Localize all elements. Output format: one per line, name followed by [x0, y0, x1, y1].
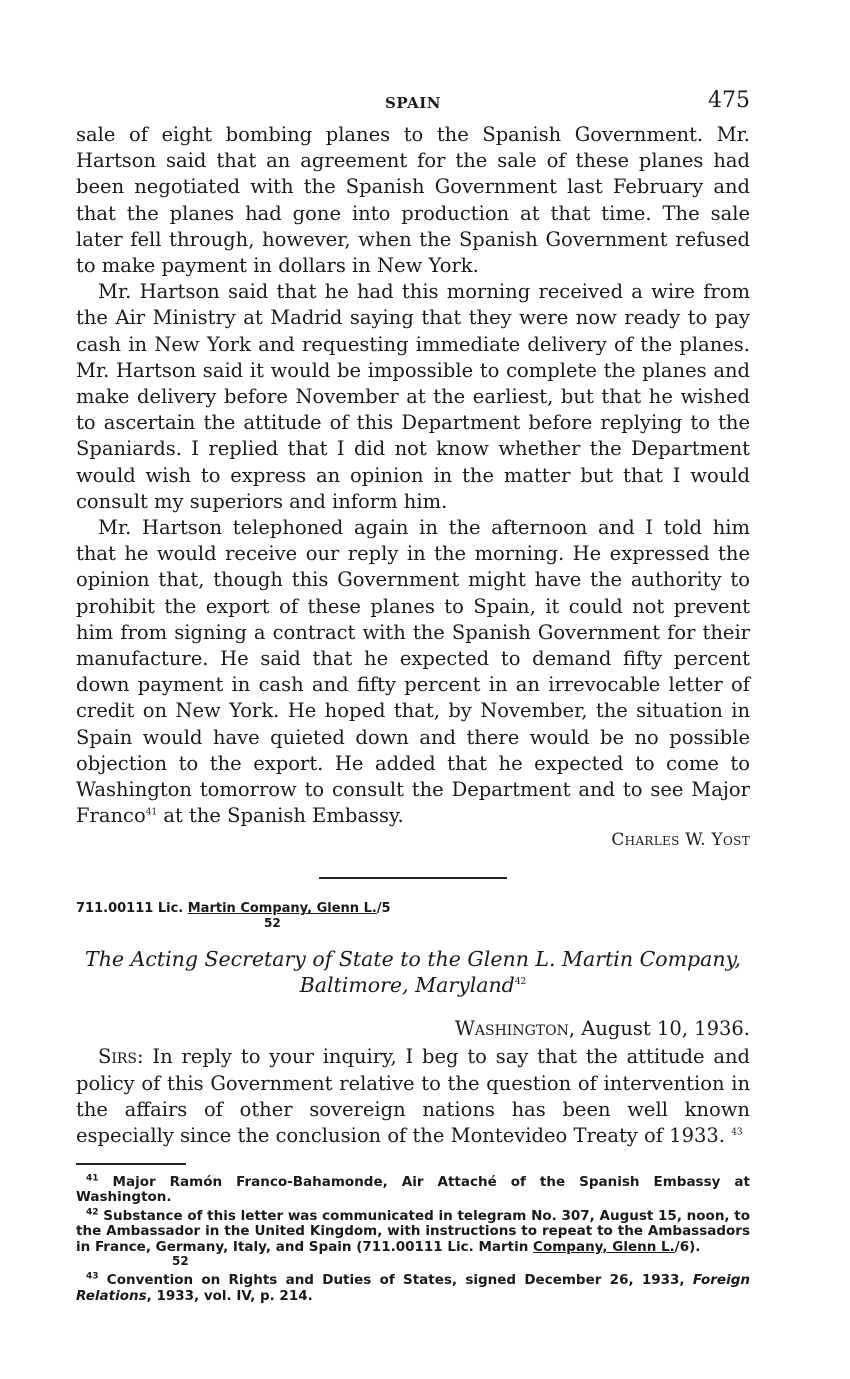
memo-paragraph-3: [76, 515, 750, 829]
document-title-line-2: [76, 972, 750, 998]
footnote-42-denominator: 52: [172, 1254, 189, 1269]
footnote-ref-42[interactable]: 42: [514, 977, 527, 988]
footnote-43: [76, 1273, 750, 1304]
salutation: Sirs: [98, 1045, 138, 1069]
footnote-42-text: Substance of this letter was communicated in telegram No. 307, August 15, noon, to the Ambassador in the United Kingdom, with instructions to repeat to the Ambassadors in France, Germany, Italy, and Spain (711.00111 Lic. Martin: [76, 1207, 751, 1255]
dateline: [76, 1017, 750, 1040]
footnote-42: [76, 1209, 750, 1256]
file-number-underlined: Martin Company, Glenn L.: [187, 901, 377, 917]
dateline-date: , August 10, 1936.: [568, 1017, 750, 1041]
footnote-43-text: Convention on Rights and Duties of States, signed December 26, 1933,: [106, 1272, 693, 1289]
footnote-43-italic: Foreign Relations: [76, 1272, 750, 1304]
memo-paragraph-1: sale of eight bombing planes to the Spanish Government. Mr. Hartson said that an agreement for the sale of these planes had been negotiated with the Spanish Government last February and that the planes had gone into production at that time. The sale later fell through, however, when the Spanish Government refused to make payment in dollars in New York.: [76, 123, 750, 278]
footnote-ref-41[interactable]: 41: [145, 807, 158, 818]
file-number-suffix: /5: [376, 901, 391, 917]
memo-body: [76, 122, 750, 829]
footnote-41-text: Major Ramón Franco-Bahamonde, Air Attaché of the Spanish Embassy at Washington.: [76, 1173, 750, 1206]
letter-body: [76, 1044, 750, 1149]
footnote-mark-41: 41: [86, 1173, 99, 1184]
footnote-42-underlined: Company, Glenn L.: [533, 1238, 675, 1255]
page-header: [76, 88, 750, 122]
memo-paragraph-3-end: at the Spanish Embassy.: [157, 804, 404, 828]
document-title-line-2-text: Baltimore, Maryland: [299, 973, 515, 998]
signature: Charles W. Yost: [611, 830, 750, 851]
footnote-ref-43[interactable]: 43: [731, 1127, 743, 1138]
file-number-denominator: 52: [264, 916, 281, 931]
document-title: [76, 946, 750, 998]
footnotes: [76, 1175, 750, 1305]
letter-paragraph: [76, 1044, 750, 1149]
footnote-mark-42: 42: [86, 1207, 99, 1218]
running-head: SPAIN: [385, 94, 441, 112]
file-number-prefix: 711.00111 Lic.: [76, 901, 188, 917]
document-page: [76, 88, 750, 1307]
footnote-mark-43: 43: [86, 1271, 99, 1282]
footnote-divider: [76, 1163, 186, 1165]
letter-text: : In reply to your inquiry, I beg to say that the attitude and policy of this Government relative to the question of intervention in the affairs of other sovereign nations has been well known especially since the conclusion of the Montevideo Treaty of 1933.: [76, 1045, 750, 1148]
document-title-line-1: The Acting Secretary of State to the Glenn L. Martin Company,: [85, 947, 741, 972]
footnote-41: [76, 1175, 750, 1206]
memo-paragraph-3-text: Mr. Hartson telephoned again in the afternoon and I told him that he would receive our reply in the morning. He expressed the opinion that, though this Government might have the authority to prohibit the export of these planes to Spain, it could not prevent him from signing a contract with the Spanish Government for their manufacture. He said that he expected to demand fifty percent down payment in cash and fifty percent in an irrevocable letter of credit on New York. He hoped that, by November, the situation in Spain would have quieted down and there would be no possible objection to the export. He added that he expected to come to Washington tomorrow to consult the Department and to see Major Franco: [76, 516, 750, 828]
footnote-42-end: /6).: [674, 1238, 701, 1255]
dateline-place: Washington: [454, 1017, 569, 1041]
section-divider: [319, 877, 507, 879]
file-number: [76, 901, 750, 916]
page-number: 475: [708, 88, 750, 113]
memo-paragraph-2: Mr. Hartson said that he had this morning received a wire from the Air Ministry at Madrid saying that they were now ready to pay cash in New York and requesting immediate delivery of the planes. Mr. Hartson said it would be impossible to complete the planes and make delivery before November at the earliest, but that he wished to ascertain the attitude of this Department before replying to the Spaniards. I replied that I did not know whether the Department would wish to express an opinion in the matter but that I would consult my superiors and inform him.: [76, 280, 750, 513]
footnote-43-end: , 1933, vol. IV, p. 214.: [146, 1287, 313, 1304]
